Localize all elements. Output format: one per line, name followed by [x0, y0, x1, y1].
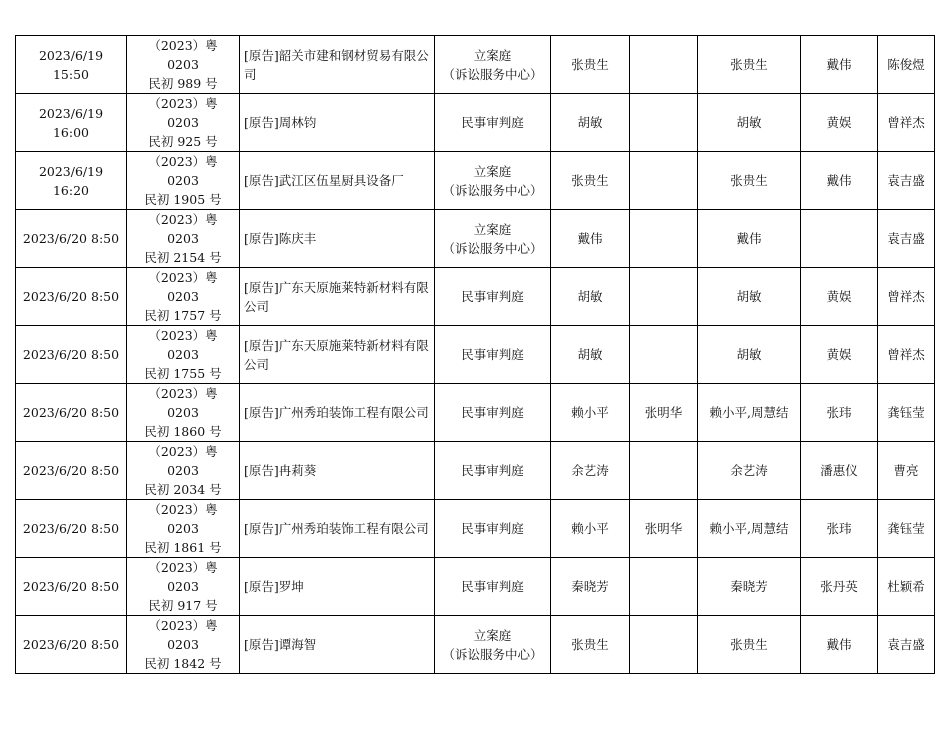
court-room-cell: [435, 210, 551, 268]
case-number-cell: [127, 94, 240, 152]
party-cell: [原告]陈庆丰: [240, 210, 435, 268]
panel-members-cell: 赖小平,周慧结: [698, 384, 801, 442]
court-room-name: 民事审判庭: [461, 521, 524, 536]
clerk-cell: 张丹英: [801, 558, 878, 616]
secretary-cell: 袁吉盛: [878, 210, 935, 268]
presiding-judge-cell: 张贵生: [551, 152, 630, 210]
secretary-cell: 曹亮: [878, 442, 935, 500]
case-number-line2: 民初 917 号: [148, 598, 218, 613]
secretary-cell: 曾祥杰: [878, 268, 935, 326]
presiding-judge-cell: 秦晓芳: [551, 558, 630, 616]
assistant-judge-cell: [630, 152, 698, 210]
hearing-time-cell: 2023/6/19 15:50: [16, 36, 127, 94]
party-cell: [原告]韶关市建和钢材贸易有限公司: [240, 36, 435, 94]
table-row: [16, 94, 935, 152]
hearing-time-cell: 2023/6/20 8:50: [16, 384, 127, 442]
assistant-judge-cell: [630, 268, 698, 326]
hearing-time-cell: 2023/6/20 8:50: [16, 326, 127, 384]
case-number-line1: （2023）粤 0203: [148, 328, 218, 362]
case-number-line2: 民初 1757 号: [144, 308, 222, 323]
party-cell: [原告]罗坤: [240, 558, 435, 616]
presiding-judge-cell: 余艺涛: [551, 442, 630, 500]
court-room-name: 立案庭: [473, 163, 512, 179]
case-number-line1: （2023）粤 0203: [148, 212, 218, 246]
secretary-cell: 曾祥杰: [878, 94, 935, 152]
party-cell: [原告]广东天原施莱特新材料有限公司: [240, 326, 435, 384]
hearing-time-cell: 2023/6/19 16:20: [16, 152, 127, 210]
presiding-judge-cell: 戴伟: [551, 210, 630, 268]
clerk-cell: 张玮: [801, 500, 878, 558]
panel-members-cell: 赖小平,周慧结: [698, 500, 801, 558]
presiding-judge-cell: 张贵生: [551, 36, 630, 94]
table-row: [16, 268, 935, 326]
party-cell: [原告]广州秀珀装饰工程有限公司: [240, 384, 435, 442]
court-room-cell: [435, 442, 551, 500]
panel-members-cell: 胡敏: [698, 268, 801, 326]
table-row: [16, 616, 935, 674]
case-number-line2: 民初 989 号: [148, 76, 218, 91]
court-room-cell: [435, 36, 551, 94]
table-row: [16, 36, 935, 94]
party-cell: [原告]广州秀珀装饰工程有限公司: [240, 500, 435, 558]
court-room-cell: [435, 558, 551, 616]
clerk-cell: 戴伟: [801, 152, 878, 210]
presiding-judge-cell: 胡敏: [551, 94, 630, 152]
hearing-time-cell: 2023/6/20 8:50: [16, 210, 127, 268]
hearing-time-cell: 2023/6/20 8:50: [16, 442, 127, 500]
panel-members-cell: 张贵生: [698, 616, 801, 674]
presiding-judge-cell: 赖小平: [551, 500, 630, 558]
case-number-line2: 民初 1860 号: [144, 424, 222, 439]
case-number-line1: （2023）粤 0203: [148, 96, 218, 130]
hearing-time-cell: 2023/6/19 16:00: [16, 94, 127, 152]
assistant-judge-cell: [630, 442, 698, 500]
court-room-subtitle: （诉讼服务中心）: [442, 646, 543, 662]
case-number-cell: [127, 558, 240, 616]
clerk-cell: 潘惠仪: [801, 442, 878, 500]
hearing-time-cell: 2023/6/20 8:50: [16, 616, 127, 674]
clerk-cell: 戴伟: [801, 616, 878, 674]
panel-members-cell: 张贵生: [698, 152, 801, 210]
secretary-cell: 龚钰莹: [878, 384, 935, 442]
case-number-cell: [127, 384, 240, 442]
assistant-judge-cell: [630, 210, 698, 268]
court-room-subtitle: （诉讼服务中心）: [442, 182, 543, 198]
party-cell: [原告]武江区伍星厨具设备厂: [240, 152, 435, 210]
panel-members-cell: 余艺涛: [698, 442, 801, 500]
court-room-name: 民事审判庭: [461, 289, 524, 304]
court-room-name: 民事审判庭: [461, 463, 524, 478]
case-number-line1: （2023）粤 0203: [148, 38, 218, 72]
panel-members-cell: 张贵生: [698, 36, 801, 94]
hearing-time-cell: 2023/6/20 8:50: [16, 500, 127, 558]
court-room-cell: [435, 94, 551, 152]
table-row: [16, 326, 935, 384]
court-room-cell: [435, 268, 551, 326]
panel-members-cell: 胡敏: [698, 326, 801, 384]
table-row: [16, 384, 935, 442]
party-cell: [原告]广东天原施莱特新材料有限公司: [240, 268, 435, 326]
panel-members-cell: 胡敏: [698, 94, 801, 152]
assistant-judge-cell: [630, 36, 698, 94]
assistant-judge-cell: 张明华: [630, 384, 698, 442]
court-room-name: 民事审判庭: [461, 347, 524, 362]
clerk-cell: 戴伟: [801, 36, 878, 94]
case-number-line2: 民初 1842 号: [144, 656, 222, 671]
secretary-cell: 袁吉盛: [878, 152, 935, 210]
table-row: [16, 210, 935, 268]
case-number-cell: [127, 268, 240, 326]
case-number-line1: （2023）粤 0203: [148, 444, 218, 478]
table-row: [16, 152, 935, 210]
hearing-time-cell: 2023/6/20 8:50: [16, 558, 127, 616]
panel-members-cell: 秦晓芳: [698, 558, 801, 616]
presiding-judge-cell: 张贵生: [551, 616, 630, 674]
case-number-line1: （2023）粤 0203: [148, 502, 218, 536]
clerk-cell: 张玮: [801, 384, 878, 442]
presiding-judge-cell: 胡敏: [551, 326, 630, 384]
court-room-name: 立案庭: [473, 221, 512, 237]
case-number-line1: （2023）粤 0203: [148, 386, 218, 420]
secretary-cell: 杜颖希: [878, 558, 935, 616]
party-cell: [原告]冉莉葵: [240, 442, 435, 500]
case-number-line2: 民初 2034 号: [144, 482, 222, 497]
clerk-cell: 黄娱: [801, 326, 878, 384]
assistant-judge-cell: [630, 616, 698, 674]
court-room-name: 民事审判庭: [461, 579, 524, 594]
court-room-subtitle: （诉讼服务中心）: [442, 66, 543, 82]
hearing-time-cell: 2023/6/20 8:50: [16, 268, 127, 326]
case-number-cell: [127, 442, 240, 500]
case-number-line2: 民初 1755 号: [144, 366, 222, 381]
presiding-judge-cell: 胡敏: [551, 268, 630, 326]
secretary-cell: 袁吉盛: [878, 616, 935, 674]
case-number-line2: 民初 2154 号: [144, 250, 222, 265]
assistant-judge-cell: 张明华: [630, 500, 698, 558]
court-room-name: 民事审判庭: [461, 405, 524, 420]
court-room-cell: [435, 500, 551, 558]
case-number-cell: [127, 326, 240, 384]
case-number-line1: （2023）粤 0203: [148, 154, 218, 188]
case-number-line1: （2023）粤 0203: [148, 618, 218, 652]
clerk-cell: 黄娱: [801, 268, 878, 326]
table-row: [16, 558, 935, 616]
assistant-judge-cell: [630, 558, 698, 616]
case-number-line1: （2023）粤 0203: [148, 270, 218, 304]
case-number-line1: （2023）粤 0203: [148, 560, 218, 594]
clerk-cell: [801, 210, 878, 268]
party-cell: [原告]周林钧: [240, 94, 435, 152]
case-number-cell: [127, 36, 240, 94]
case-number-line2: 民初 1905 号: [144, 192, 222, 207]
case-number-cell: [127, 152, 240, 210]
panel-members-cell: 戴伟: [698, 210, 801, 268]
clerk-cell: 黄娱: [801, 94, 878, 152]
court-room-name: 立案庭: [473, 627, 512, 643]
court-room-name: 民事审判庭: [461, 115, 524, 130]
presiding-judge-cell: 赖小平: [551, 384, 630, 442]
court-room-cell: [435, 152, 551, 210]
hearing-schedule-table: [15, 35, 935, 674]
case-number-line2: 民初 925 号: [148, 134, 218, 149]
case-number-cell: [127, 616, 240, 674]
secretary-cell: 陈俊煜: [878, 36, 935, 94]
court-room-cell: [435, 326, 551, 384]
party-cell: [原告]谭海智: [240, 616, 435, 674]
court-room-subtitle: （诉讼服务中心）: [442, 240, 543, 256]
case-number-cell: [127, 500, 240, 558]
secretary-cell: 曾祥杰: [878, 326, 935, 384]
secretary-cell: 龚钰莹: [878, 500, 935, 558]
court-room-name: 立案庭: [473, 47, 512, 63]
table-row: [16, 500, 935, 558]
case-number-line2: 民初 1861 号: [144, 540, 222, 555]
table-row: [16, 442, 935, 500]
court-room-cell: [435, 616, 551, 674]
case-number-cell: [127, 210, 240, 268]
assistant-judge-cell: [630, 326, 698, 384]
table-body: [16, 36, 935, 674]
assistant-judge-cell: [630, 94, 698, 152]
court-room-cell: [435, 384, 551, 442]
